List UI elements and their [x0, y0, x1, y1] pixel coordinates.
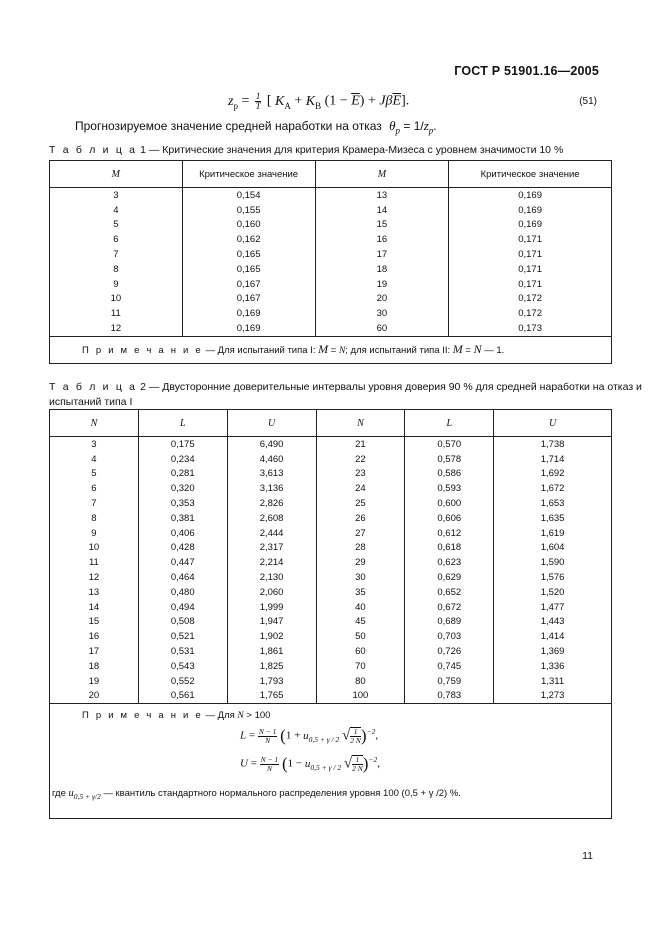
table-cell: 1,738: [494, 437, 612, 452]
formula-paren: (1 −: [324, 93, 348, 109]
table1-caption-text: 1 — Критические значения для критерия Крамера-Мизеса с уровнем значимости 10 %: [137, 144, 564, 156]
table-cell: 0,745: [405, 659, 494, 674]
forecast-dot: .: [433, 119, 437, 133]
formula-L-sqrt: √: [342, 727, 351, 744]
table-cell: 1,692: [494, 467, 612, 482]
table-cell: 2,608: [227, 511, 316, 526]
table-row: [50, 437, 612, 452]
table-cell: 16: [50, 629, 139, 644]
table-cell: 17: [315, 247, 449, 262]
where-u: $u_{0,5 + \gamma/2}$: [68, 788, 101, 802]
formula-L: [240, 726, 378, 746]
table1-header-m1: M: [50, 161, 183, 188]
table1-caption-prefix: Т а б л и ц а: [49, 144, 138, 156]
table-cell: 30: [315, 306, 449, 321]
table-cell: 0,428: [138, 541, 227, 556]
table-cell: 0,175: [138, 437, 227, 452]
table-row: [50, 203, 612, 218]
formula-U-close: ): [362, 754, 369, 774]
table-cell: 0,606: [405, 511, 494, 526]
table-cell: 0,629: [405, 570, 494, 585]
table-cell: 16: [315, 232, 449, 247]
table-cell: 11: [50, 555, 139, 570]
table-cell: 1,369: [494, 644, 612, 659]
table2-caption-line2: испытаний типа I: [49, 396, 133, 408]
formula-eq: =: [241, 93, 250, 109]
table-cell: 0,169: [449, 218, 612, 233]
table2-caption-prefix: Т а б л и ц а: [49, 381, 138, 393]
table2-header-l2: L: [405, 410, 494, 437]
table-cell: 0,155: [182, 203, 315, 218]
table-cell: 0,552: [138, 674, 227, 689]
table-cell: 1,273: [494, 689, 612, 704]
table-cell: 0,689: [405, 615, 494, 630]
table-cell: 27: [316, 526, 405, 541]
table-cell: 0,759: [405, 674, 494, 689]
table-row: [50, 511, 612, 526]
table-row: [50, 467, 612, 482]
table-cell: 0,618: [405, 541, 494, 556]
table-cell: 60: [315, 321, 449, 336]
formula-ka: $K_A$: [275, 93, 291, 111]
table-cell: 0,406: [138, 526, 227, 541]
formula-kb: $K_B$: [305, 93, 322, 111]
forecast-theta: $\theta_p$: [389, 118, 401, 136]
table-cell: 0,783: [405, 689, 494, 704]
table-cell: 26: [316, 511, 405, 526]
table-cell: 9: [50, 277, 183, 292]
table-cell: 17: [50, 644, 139, 659]
table-cell: 0,281: [138, 467, 227, 482]
table1-note: [50, 336, 612, 363]
table-cell: 0,165: [182, 247, 315, 262]
table-cell: 1,443: [494, 615, 612, 630]
table-cell: 0,612: [405, 526, 494, 541]
table-cell: 0,480: [138, 585, 227, 600]
table-cell: 0,171: [449, 232, 612, 247]
formula-51: [228, 92, 409, 111]
table1-note-m1: M: [318, 342, 329, 357]
table-cell: 0,652: [405, 585, 494, 600]
table-cell: 1,414: [494, 629, 612, 644]
table1: [49, 160, 612, 364]
table-row: [50, 321, 612, 336]
table-cell: 2,060: [227, 585, 316, 600]
table-cell: 0,165: [182, 262, 315, 277]
table-cell: 40: [316, 600, 405, 615]
formula-ebar: $\overline{E}$: [351, 93, 360, 109]
table-row: [50, 615, 612, 630]
table-cell: 20: [315, 292, 449, 307]
table1-note-c: ; для испытаний типа II:: [345, 345, 453, 357]
table-row: [50, 292, 612, 307]
table-row: [50, 644, 612, 659]
table-cell: 10: [50, 292, 183, 307]
table-cell: 0,169: [182, 321, 315, 336]
formula-L-one: 1 +: [285, 729, 304, 742]
table-cell: 0,447: [138, 555, 227, 570]
formula-L-close: ): [360, 726, 367, 746]
table-cell: 1,619: [494, 526, 612, 541]
table-cell: 1,477: [494, 600, 612, 615]
table-cell: 0,169: [182, 306, 315, 321]
table-cell: 30: [316, 570, 405, 585]
formula-U-end: ,: [377, 757, 380, 770]
table-cell: 5: [50, 467, 139, 482]
table-cell: 6: [50, 232, 183, 247]
where-a: где: [52, 788, 69, 800]
table-cell: 1,765: [227, 689, 316, 704]
table-cell: 0,353: [138, 496, 227, 511]
formula-jbeta: Jβ: [379, 93, 393, 109]
table-cell: 7: [50, 247, 183, 262]
table-cell: 60: [316, 644, 405, 659]
table-cell: 15: [315, 218, 449, 233]
table-row: [50, 659, 612, 674]
table-cell: 8: [50, 511, 139, 526]
table-cell: 6: [50, 481, 139, 496]
table-cell: 21: [316, 437, 405, 452]
table-cell: 28: [316, 541, 405, 556]
table1-note-b: =: [328, 345, 339, 357]
table1-note-n2: N: [473, 342, 482, 357]
formula-U-lhs: U: [240, 757, 248, 770]
table2-note-line: [82, 710, 611, 721]
forecast-z: $z_p$: [423, 118, 434, 136]
table-cell: 3: [50, 437, 139, 452]
formula-U-open: (: [282, 754, 288, 774]
table-cell: 12: [50, 321, 183, 336]
table-cell: 0,172: [449, 306, 612, 321]
formula-fraction: $\frac{1}{T}$: [255, 91, 261, 111]
table-cell: 19: [315, 277, 449, 292]
table-cell: 1,590: [494, 555, 612, 570]
table-row: [50, 570, 612, 585]
table-row: [50, 600, 612, 615]
table-cell: 14: [50, 600, 139, 615]
formula-plus1: +: [294, 93, 303, 109]
table2-body: [50, 437, 612, 704]
table1-note-m2: M: [452, 342, 463, 357]
table-cell: 20: [50, 689, 139, 704]
table-row: [50, 232, 612, 247]
table-cell: 0,464: [138, 570, 227, 585]
table-cell: 45: [316, 615, 405, 630]
table-cell: 0,672: [405, 600, 494, 615]
table-cell: 0,623: [405, 555, 494, 570]
table2-caption-line1: 2 — Двусторонние доверительные интервалы уровня доверия 90 % для средней наработки на отказ и: [137, 381, 642, 393]
table-cell: 24: [316, 481, 405, 496]
table-cell: 0,570: [405, 437, 494, 452]
where-b: — квантиль стандартного нормального распределения уровня 100 (0,5 + γ /2) %.: [100, 788, 461, 800]
table-cell: 0,320: [138, 481, 227, 496]
table2-note-prefix: П р и м е ч а н и е: [82, 710, 203, 722]
table-cell: 0,171: [449, 277, 612, 292]
table-row: [50, 496, 612, 511]
table-cell: 1,653: [494, 496, 612, 511]
table-cell: 50: [316, 629, 405, 644]
table-cell: 1,861: [227, 644, 316, 659]
table-row: [50, 541, 612, 556]
table-row: [50, 247, 612, 262]
table-cell: 1,635: [494, 511, 612, 526]
table-cell: 1,672: [494, 481, 612, 496]
table-row: [50, 481, 612, 496]
table-cell: 3: [50, 188, 183, 203]
table-row: [50, 689, 612, 704]
table-cell: 0,169: [449, 203, 612, 218]
table-cell: 0,508: [138, 615, 227, 630]
table1-note-e: — 1.: [481, 345, 505, 357]
table-cell: 0,578: [405, 452, 494, 467]
table-cell: 0,154: [182, 188, 315, 203]
table1-note-a: — Для испытаний типа I:: [202, 345, 319, 357]
formula-paren-close: ): [359, 93, 365, 109]
table1-note-row: [50, 336, 612, 363]
page-number: 11: [582, 850, 593, 862]
table-cell: 0,381: [138, 511, 227, 526]
table-row: [50, 262, 612, 277]
table-cell: 0,561: [138, 689, 227, 704]
table2-where-note: [52, 788, 461, 801]
table2: [49, 409, 612, 819]
table-cell: 70: [316, 659, 405, 674]
table-cell: 0,586: [405, 467, 494, 482]
table-cell: 2,214: [227, 555, 316, 570]
table1-header-m2: M: [315, 161, 449, 188]
table-row: [50, 452, 612, 467]
formula-L-open: (: [280, 726, 286, 746]
table-cell: 0,600: [405, 496, 494, 511]
table-cell: 1,336: [494, 659, 612, 674]
table-cell: 15: [50, 615, 139, 630]
table-row: [50, 188, 612, 203]
table-cell: 6,490: [227, 437, 316, 452]
table-cell: 29: [316, 555, 405, 570]
formula-U-exp: −2: [368, 755, 378, 765]
table-cell: 19: [50, 674, 139, 689]
formula-L-end: ,: [375, 729, 379, 742]
table-cell: 1,604: [494, 541, 612, 556]
formula-plus2: +: [367, 93, 376, 109]
table-cell: 1,793: [227, 674, 316, 689]
table-cell: 4: [50, 452, 139, 467]
table-cell: 80: [316, 674, 405, 689]
table-cell: 5: [50, 218, 183, 233]
formula-U-inner: $\frac{1}{2 N}$: [352, 755, 363, 774]
table-row: [50, 218, 612, 233]
table-row: [50, 629, 612, 644]
table-cell: 7: [50, 496, 139, 511]
table-cell: 0,531: [138, 644, 227, 659]
formula-lhs: $z_p$: [228, 93, 238, 111]
table-cell: 0,171: [449, 262, 612, 277]
table-cell: 2,317: [227, 541, 316, 556]
table-cell: 0,160: [182, 218, 315, 233]
table2-header-u2: U: [494, 410, 612, 437]
table-cell: 4,460: [227, 452, 316, 467]
table-cell: 13: [315, 188, 449, 203]
table2-header-row: [50, 410, 612, 437]
table-cell: 18: [315, 262, 449, 277]
table-cell: 0,521: [138, 629, 227, 644]
table2-header-u1: U: [227, 410, 316, 437]
table2-header-n2: N: [316, 410, 405, 437]
table-cell: 10: [50, 541, 139, 556]
table-row: [50, 526, 612, 541]
table-cell: 0,543: [138, 659, 227, 674]
table1-body: [50, 188, 612, 337]
formula-U-eq: =: [247, 757, 260, 770]
table1-header-crit1: Критическое значение: [182, 161, 315, 188]
table-cell: 0,167: [182, 292, 315, 307]
table-cell: 0,494: [138, 600, 227, 615]
table-row: [50, 555, 612, 570]
table1-header-row: [50, 161, 612, 188]
table-cell: 9: [50, 526, 139, 541]
table-cell: 2,130: [227, 570, 316, 585]
formula-U: [240, 754, 380, 774]
table-cell: 1,999: [227, 600, 316, 615]
table2-note-b: > 100: [243, 710, 271, 722]
table-cell: 18: [50, 659, 139, 674]
table-row: [50, 277, 612, 292]
table-cell: 0,171: [449, 247, 612, 262]
standard-number: ГОСТ Р 51901.16—2005: [454, 64, 599, 78]
table-cell: 1,714: [494, 452, 612, 467]
table2-note-n: N: [237, 711, 244, 722]
table-cell: 1,576: [494, 570, 612, 585]
forecast-text: Прогнозируемое значение средней наработки на отказ: [75, 119, 382, 133]
formula-U-sqrt: √: [343, 755, 353, 772]
forecast-eq: = 1/: [403, 119, 424, 133]
table-row: [50, 585, 612, 600]
table-cell: 13: [50, 585, 139, 600]
formula-close: ].: [401, 93, 410, 109]
table-cell: 0,593: [405, 481, 494, 496]
table-cell: 8: [50, 262, 183, 277]
table1-note-d: =: [462, 345, 474, 357]
table-cell: 100: [316, 689, 405, 704]
table-cell: 0,169: [449, 188, 612, 203]
table-cell: 11: [50, 306, 183, 321]
table-cell: 1,947: [227, 615, 316, 630]
table-cell: 1,311: [494, 674, 612, 689]
table-cell: 23: [316, 467, 405, 482]
formula-L-u: $u_{0,5 + \gamma / 2}$: [303, 729, 340, 745]
table1-note-n1: N: [338, 346, 346, 357]
formula-bracket-open: [: [266, 93, 272, 109]
table-cell: 1,902: [227, 629, 316, 644]
table2-note-a: — Для: [202, 710, 238, 722]
table2-caption: [49, 380, 642, 410]
formula-U-frac: $\frac{N - 1}{N}$: [260, 754, 279, 773]
table-cell: 25: [316, 496, 405, 511]
table-row: [50, 674, 612, 689]
table-cell: 4: [50, 203, 183, 218]
table-cell: 0,173: [449, 321, 612, 336]
table-cell: 0,172: [449, 292, 612, 307]
table2-header-n1: N: [50, 410, 139, 437]
formula-L-exp: −2: [366, 727, 376, 737]
table2-note-row: [50, 704, 612, 819]
table-cell: 3,613: [227, 467, 316, 482]
table-cell: 1,825: [227, 659, 316, 674]
table1-caption: [49, 143, 563, 158]
table-cell: 0,234: [138, 452, 227, 467]
table-cell: 35: [316, 585, 405, 600]
formula-U-one: 1 −: [287, 757, 305, 770]
table2-note: [50, 704, 612, 819]
table-row: [50, 306, 612, 321]
table-cell: 0,726: [405, 644, 494, 659]
table-cell: 12: [50, 570, 139, 585]
table1-note-prefix: П р и м е ч а н и е: [82, 345, 203, 357]
table2-header-l1: L: [138, 410, 227, 437]
table-cell: 3,136: [227, 481, 316, 496]
equation-number: (51): [579, 96, 597, 107]
table-cell: 0,162: [182, 232, 315, 247]
table-cell: 14: [315, 203, 449, 218]
formula-L-eq: =: [246, 729, 258, 742]
table-cell: 0,703: [405, 629, 494, 644]
forecast-line: [75, 118, 437, 136]
table-cell: 2,826: [227, 496, 316, 511]
formula-L-inner: $\frac{1}{2 N}$: [350, 727, 361, 746]
table-cell: 0,167: [182, 277, 315, 292]
table-cell: 1,520: [494, 585, 612, 600]
formula-L-lhs: L: [240, 729, 247, 742]
table1-header-crit2: Критическое значение: [449, 161, 612, 188]
formula-U-u: $u_{0,5 + \gamma / 2}$: [304, 757, 342, 773]
table-cell: 22: [316, 452, 405, 467]
formula-L-frac: $\frac{N - 1}{N}$: [258, 726, 277, 745]
table-cell: 2,444: [227, 526, 316, 541]
formula-ebar2: $\overline{E}$: [392, 93, 402, 109]
